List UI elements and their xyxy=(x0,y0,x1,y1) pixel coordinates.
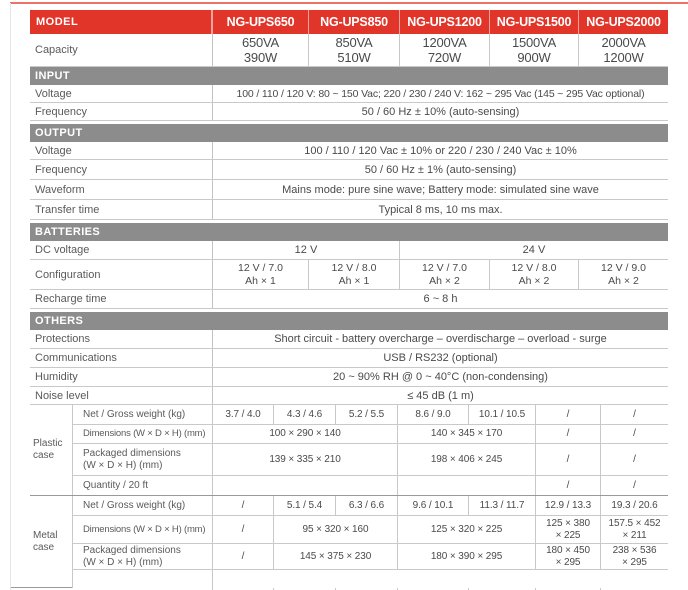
plastic-quantity-label: Quantity / 20 ft xyxy=(73,476,213,495)
page-left-border xyxy=(10,3,11,590)
model-name-ups1200: NG-UPS1200 xyxy=(399,10,489,34)
plastic-quantity-span1 xyxy=(213,476,397,495)
config-line2: Ah × 2 xyxy=(429,274,460,287)
configuration-ups2000 xyxy=(578,260,668,289)
dim-line1: 157.5 × 452 xyxy=(608,518,661,529)
plastic-quantity-cell: / xyxy=(535,476,600,495)
capacity-ups2000 xyxy=(578,34,668,66)
case-label-line1: Plastic xyxy=(33,438,63,449)
configuration-label: Configuration xyxy=(30,260,213,289)
metal-dimensions-cell xyxy=(600,516,668,543)
section-bar-others: OTHERS xyxy=(30,312,668,330)
output-frequency-value: 50 / 60 Hz ± 1% (auto-sensing) xyxy=(364,163,517,176)
dim-line2: × 295 xyxy=(622,556,647,568)
config-line1: 12 V / 8.0 xyxy=(331,261,377,274)
config-line1: 12 V / 9.0 xyxy=(601,261,646,274)
metal-quantity-row-empty xyxy=(73,570,668,588)
recharge-time-label: Recharge time xyxy=(30,290,213,308)
metal-packaged-span1: 145 × 375 × 230 xyxy=(273,544,397,569)
metal-dimensions-cell: / xyxy=(241,523,245,535)
plastic-quantity-span2 xyxy=(397,476,535,495)
protections-row xyxy=(30,330,668,349)
capacity-w: 720W xyxy=(427,50,462,65)
config-line1: 12 V / 8.0 xyxy=(511,261,557,274)
capacity-va: 2000VA xyxy=(601,34,646,50)
dim-line2: × 225 xyxy=(555,529,581,541)
capacity-ups1200 xyxy=(399,34,489,66)
capacity-w: 900W xyxy=(517,50,551,65)
packaged-label-line2: (W × D × H) (mm) xyxy=(83,459,163,471)
model-header-label: MODEL xyxy=(30,10,213,34)
plastic-packaged-span1: 139 × 335 × 210 xyxy=(269,453,341,465)
metal-weight-cell: 5.1 / 5.4 xyxy=(273,496,335,515)
metal-weight-cell: 12.9 / 13.3 xyxy=(535,496,600,515)
input-voltage-label: Voltage xyxy=(30,85,213,102)
packaged-label-line1: Packaged dimensions xyxy=(83,544,181,556)
capacity-ups650 xyxy=(213,34,308,66)
input-frequency-value: 50 / 60 Hz ± 10% (auto-sensing) xyxy=(361,105,520,118)
packaged-label-line1: Packaged dimensions xyxy=(83,447,181,459)
case-label-line2: case xyxy=(33,542,55,553)
input-voltage-row xyxy=(30,85,668,103)
model-name-ups2000: NG-UPS2000 xyxy=(578,10,668,34)
plastic-weight-cell: / xyxy=(535,405,600,424)
case-label-line1: Metal xyxy=(33,530,58,541)
metal-dimensions-span2: 125 × 320 × 225 xyxy=(397,516,535,543)
configuration-ups650 xyxy=(213,260,308,289)
config-line2: Ah × 1 xyxy=(338,274,370,287)
dc-voltage-label: DC voltage xyxy=(30,241,213,259)
plastic-packaged-cell: / xyxy=(600,444,668,475)
plastic-packaged-span2: 198 × 406 × 245 xyxy=(397,444,535,475)
humidity-value: 20 ~ 90% RH @ 0 ~ 40°C (non-condensing) xyxy=(333,371,548,383)
metal-weight-cell: 6.3 / 6.6 xyxy=(335,496,397,515)
noise-level-value: ≤ 45 dB (1 m) xyxy=(407,389,474,402)
capacity-va: 1200VA xyxy=(422,34,467,50)
dim-line1: 238 × 536 xyxy=(612,545,657,556)
plastic-case-rows xyxy=(73,405,668,495)
metal-dimensions-cell xyxy=(535,516,600,543)
output-frequency-row xyxy=(30,160,668,180)
capacity-va: 850VA xyxy=(335,34,373,50)
plastic-packaged-cell: / xyxy=(535,444,600,475)
plastic-dimensions-row xyxy=(73,425,668,444)
plastic-quantity-cell: / xyxy=(600,476,668,495)
top-accent-line xyxy=(10,2,688,4)
config-line2: Ah × 2 xyxy=(518,274,550,287)
plastic-packaged-row xyxy=(73,444,668,476)
input-voltage-value: 100 / 110 / 120 V: 80 ~ 150 Vac; 220 / 230 / 240 V: 162 ~ 295 Vac (145 ~ 295 Vac optional) xyxy=(236,87,645,100)
metal-dimensions-span1: 95 × 320 × 160 xyxy=(273,516,397,543)
metal-packaged-cell: / xyxy=(241,550,245,562)
metal-weight-cell: 19.3 / 20.6 xyxy=(600,496,668,515)
transfer-time-value: Typical 8 ms, 10 ms max. xyxy=(378,203,503,216)
ups-spec-table xyxy=(30,10,668,590)
plastic-weight-cell: 4.3 / 4.6 xyxy=(273,405,335,424)
output-voltage-row xyxy=(30,142,668,160)
plastic-net-gross-row xyxy=(73,405,668,425)
metal-packaged-cell xyxy=(535,544,600,569)
section-bar-batteries: BATTERIES xyxy=(30,223,668,241)
capacity-w: 390W xyxy=(243,50,278,65)
metal-packaged-label xyxy=(73,544,213,569)
configuration-ups1500 xyxy=(489,260,578,289)
plastic-dimensions-span2: 140 × 345 × 170 xyxy=(397,425,535,443)
section-bar-input: INPUT xyxy=(30,67,668,85)
metal-packaged-cell xyxy=(600,544,668,569)
metal-weight-cell: 11.3 / 11.7 xyxy=(468,496,535,515)
transfer-time-row xyxy=(30,200,668,220)
metal-net-gross-row xyxy=(73,496,668,516)
model-name-ups850: NG-UPS850 xyxy=(308,10,399,34)
capacity-w: 1200W xyxy=(603,50,644,65)
noise-level-row xyxy=(30,387,668,405)
recharge-time-row xyxy=(30,290,668,309)
plastic-case-block xyxy=(30,405,668,496)
packaged-label-line2: (W × D × H) (mm) xyxy=(83,556,163,568)
plastic-net-gross-label: Net / Gross weight (kg) xyxy=(73,405,213,424)
dim-line2: × 295 xyxy=(555,556,581,568)
waveform-row xyxy=(30,180,668,200)
metal-weight-cell: 9.6 / 10.1 xyxy=(397,496,468,515)
plastic-dimensions-label: Dimensions (W × D × H) (mm) xyxy=(73,425,213,443)
metal-case-label xyxy=(30,496,73,588)
plastic-quantity-row xyxy=(73,476,668,495)
plastic-case-label xyxy=(30,405,73,495)
dim-line1: 180 × 450 xyxy=(546,545,590,556)
config-line2: Ah × 2 xyxy=(608,274,639,287)
config-line1: 12 V / 7.0 xyxy=(238,261,283,274)
input-frequency-label: Frequency xyxy=(30,103,213,120)
capacity-label: Capacity xyxy=(30,34,213,66)
config-line1: 12 V / 7.0 xyxy=(422,261,467,274)
plastic-weight-cell: 5.2 / 5.5 xyxy=(335,405,397,424)
dim-line1: 125 × 380 xyxy=(546,518,590,529)
metal-case-block xyxy=(30,496,668,588)
humidity-row xyxy=(30,368,668,387)
waveform-value: Mains mode: pure sine wave; Battery mode: simulated sine wave xyxy=(282,183,599,196)
model-header-row xyxy=(30,10,668,34)
model-name-ups650: NG-UPS650 xyxy=(226,15,295,29)
configuration-row xyxy=(30,260,668,290)
plastic-weight-cell: 8.6 / 9.0 xyxy=(397,405,468,424)
plastic-dimensions-cell: / xyxy=(535,425,600,443)
model-name-ups1500: NG-UPS1500 xyxy=(489,10,578,34)
capacity-va: 1500VA xyxy=(511,34,557,50)
plastic-packaged-label xyxy=(73,444,213,475)
metal-packaged-span2: 180 × 390 × 295 xyxy=(397,544,535,569)
metal-net-gross-label: Net / Gross weight (kg) xyxy=(73,496,213,515)
plastic-weight-cell: / xyxy=(600,405,668,424)
humidity-label: Humidity xyxy=(30,368,213,386)
configuration-ups1200 xyxy=(399,260,489,289)
communications-row xyxy=(30,349,668,368)
plastic-dimensions-cell: / xyxy=(600,425,668,443)
dc-voltage-12v: 12 V xyxy=(294,244,318,256)
metal-dimensions-label: Dimensions (W × D × H) (mm) xyxy=(73,516,213,543)
output-frequency-label: Frequency xyxy=(30,160,213,179)
capacity-va: 650VA xyxy=(241,34,280,50)
output-voltage-label: Voltage xyxy=(30,142,213,159)
dc-voltage-row xyxy=(30,241,668,260)
plastic-weight-cell: 10.1 / 10.5 xyxy=(468,405,535,424)
dim-line2: × 211 xyxy=(622,529,647,541)
plastic-weight-cell: 3.7 / 4.0 xyxy=(225,408,261,420)
plastic-dimensions-span1: 100 × 290 × 140 xyxy=(269,428,341,440)
capacity-row xyxy=(30,34,668,67)
protections-value: Short circuit - battery overcharge – overdischarge – overload - surge xyxy=(274,333,607,345)
metal-packaged-row xyxy=(73,544,668,570)
dc-voltage-24v: 24 V xyxy=(399,241,668,259)
waveform-label: Waveform xyxy=(30,180,213,199)
section-bar-output: OUTPUT xyxy=(30,124,668,142)
transfer-time-label: Transfer time xyxy=(30,200,213,219)
capacity-w: 510W xyxy=(337,50,371,65)
metal-dimensions-row xyxy=(73,516,668,544)
case-label-line2: case xyxy=(33,450,55,461)
noise-level-label: Noise level xyxy=(30,387,213,404)
capacity-ups1500 xyxy=(489,34,578,66)
recharge-time-value: 6 ~ 8 h xyxy=(423,293,458,305)
communications-value: USB / RS232 (optional) xyxy=(383,352,498,364)
metal-case-rows xyxy=(73,496,668,588)
output-voltage-value: 100 / 110 / 120 Vac ± 10% or 220 / 230 / 240 Vac ± 10% xyxy=(304,144,577,157)
config-line2: Ah × 1 xyxy=(245,274,276,287)
metal-weight-cell: / xyxy=(241,499,245,511)
input-frequency-row xyxy=(30,103,668,121)
protections-label: Protections xyxy=(30,330,213,348)
capacity-ups850 xyxy=(308,34,399,66)
metal-quantity-label-empty xyxy=(73,570,213,588)
communications-label: Communications xyxy=(30,349,213,367)
configuration-ups850 xyxy=(308,260,399,289)
